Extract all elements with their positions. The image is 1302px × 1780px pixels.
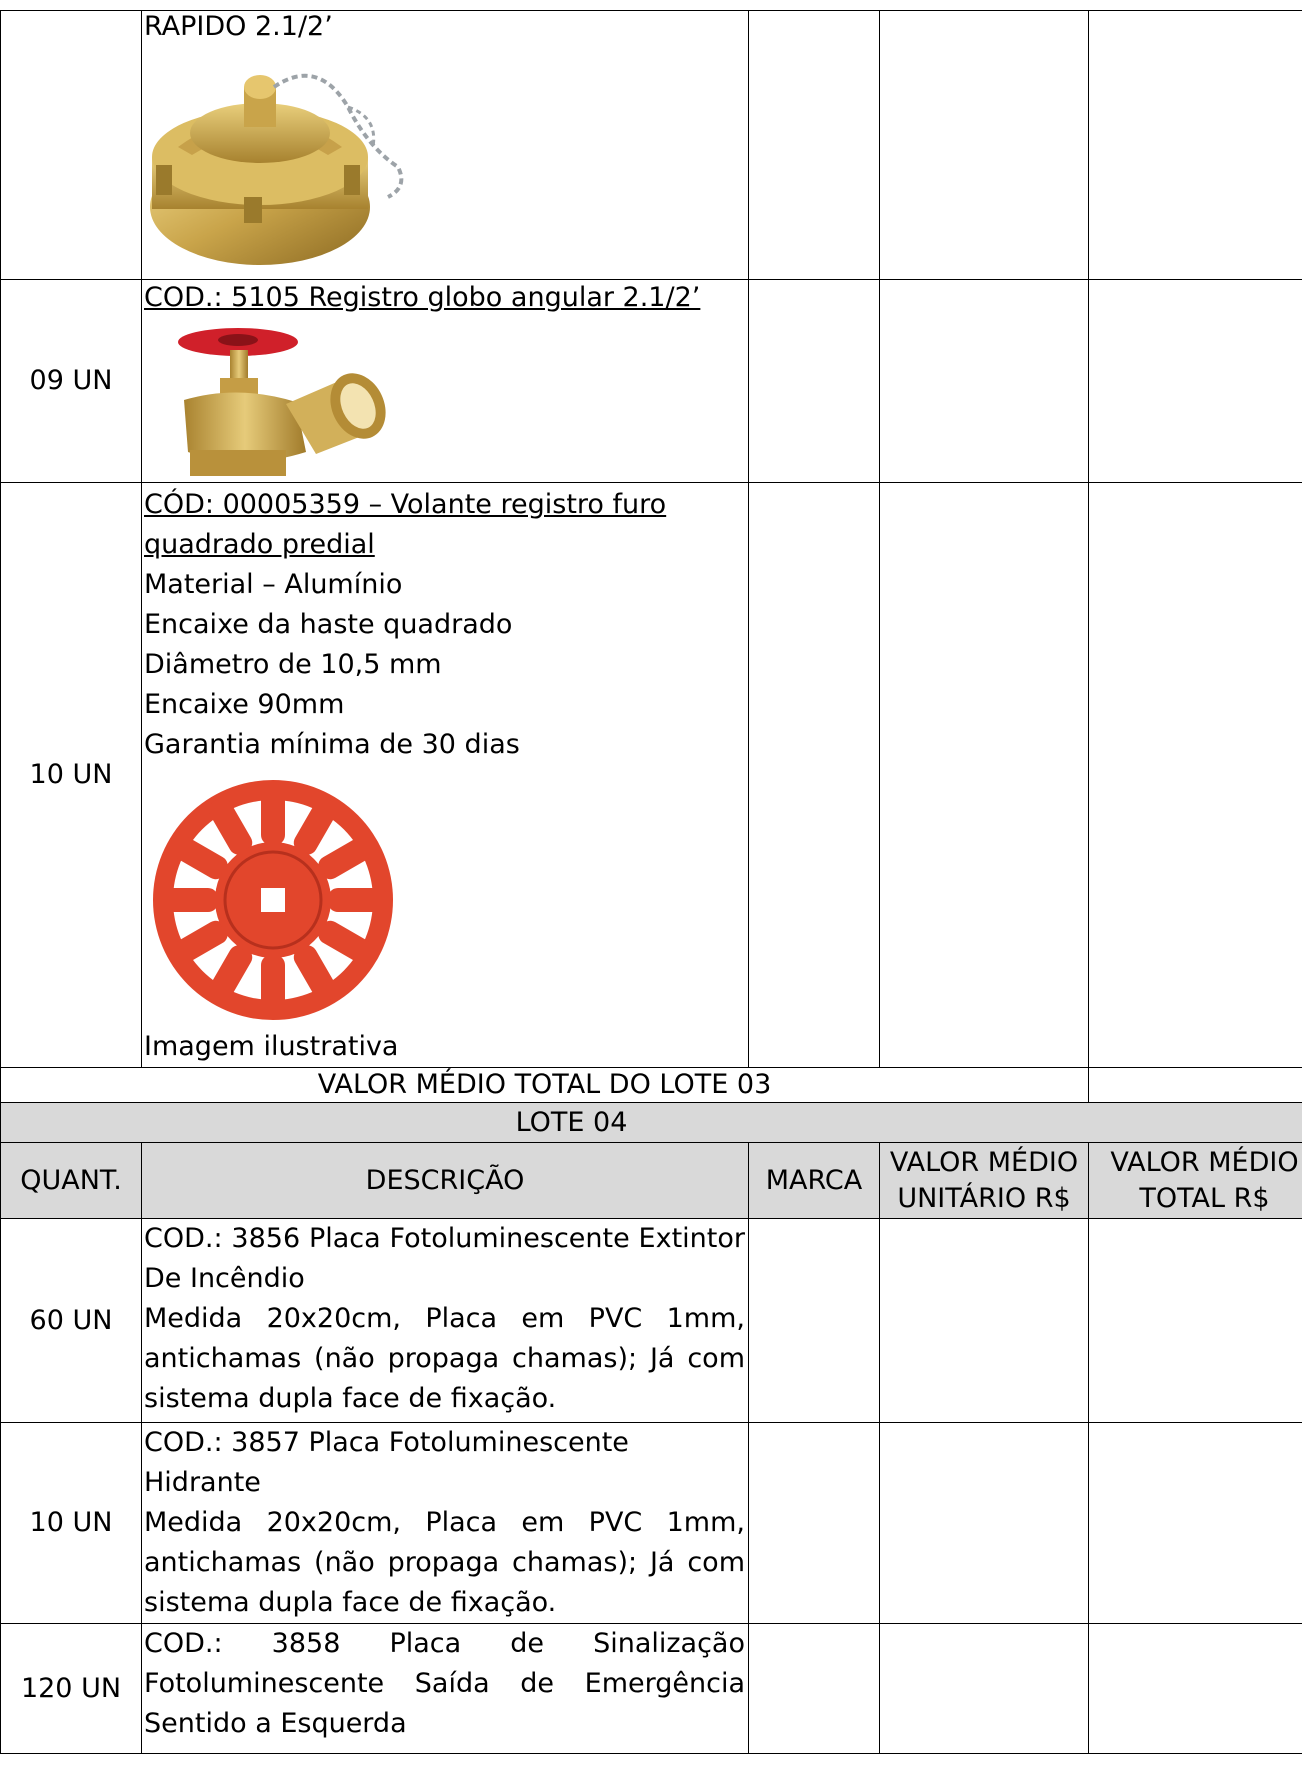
item-title: COD.: 3858 Placa de Sinalização xyxy=(144,1628,745,1659)
col-header-quant: QUANT. xyxy=(1,1143,142,1219)
total-price-cell xyxy=(1089,1423,1302,1624)
total-price-cell xyxy=(1089,11,1302,280)
table-row xyxy=(1,280,1302,483)
lote-title: LOTE 04 xyxy=(1,1103,1302,1143)
col-header-unit-price xyxy=(880,1143,1089,1219)
table-row xyxy=(1,1624,1302,1754)
total-price-cell xyxy=(1089,1624,1302,1754)
total-price-cell xyxy=(1089,280,1302,483)
unit-price-cell xyxy=(880,11,1089,280)
item-title: Sentido a Esquerda xyxy=(144,1708,407,1739)
globe-valve-image xyxy=(176,322,416,482)
brand-cell xyxy=(749,483,880,1068)
item-title: Fotoluminescente Saída de Emergência xyxy=(144,1668,745,1699)
spec-line: Material – Alumínio xyxy=(144,569,403,600)
brand-cell xyxy=(749,1624,880,1754)
qty-cell: 120 UN xyxy=(1,1624,142,1754)
spec-line: Garantia mínima de 30 dias xyxy=(144,729,520,760)
brand-cell xyxy=(749,11,880,280)
description-cell xyxy=(142,483,749,1068)
unit-price-cell xyxy=(880,483,1089,1068)
item-desc: sistema dupla face de fixação. xyxy=(144,1587,557,1618)
item-title: De Incêndio xyxy=(144,1263,305,1294)
col-header-descricao: DESCRIÇÃO xyxy=(142,1143,749,1219)
col-header-unit-line1: VALOR MÉDIO xyxy=(889,1146,1079,1178)
item-desc: Medida 20x20cm, Placa em PVC 1mm, xyxy=(144,1303,745,1334)
lote-total-label: VALOR MÉDIO TOTAL DO LOTE 03 xyxy=(1,1068,1089,1103)
qty-cell: 09 UN xyxy=(1,280,142,483)
description-cell xyxy=(142,1624,749,1754)
brand-cell xyxy=(749,280,880,483)
item-title: COD.: 3857 Placa Fotoluminescente Hidrante xyxy=(144,1427,629,1498)
brass-cap-image xyxy=(148,47,423,267)
total-price-cell xyxy=(1089,483,1302,1068)
lote-header-row xyxy=(1,1103,1302,1143)
unit-price-cell xyxy=(880,1624,1089,1754)
item-desc: Medida 20x20cm, Placa em PVC 1mm, xyxy=(144,1507,745,1538)
unit-price-cell xyxy=(880,1219,1089,1423)
table-row xyxy=(1,1219,1302,1423)
description-cell xyxy=(142,1219,749,1423)
brand-cell xyxy=(749,1423,880,1624)
item-title: COD.: 5105 Registro globo angular 2.1/2’ xyxy=(144,282,701,313)
item-desc: antichamas (não propaga chamas); Já com xyxy=(144,1343,745,1374)
spec-line: Encaixe da haste quadrado xyxy=(144,609,513,640)
col-header-marca: MARCA xyxy=(749,1143,880,1219)
item-title: quadrado predial xyxy=(144,529,375,560)
col-header-total-line1: VALOR MÉDIO xyxy=(1110,1146,1299,1178)
col-header-total-line2: TOTAL R$ xyxy=(1139,1182,1270,1214)
qty-cell: 10 UN xyxy=(1,1423,142,1624)
item-desc: sistema dupla face de fixação. xyxy=(144,1383,557,1414)
table-row xyxy=(1,483,1302,1068)
price-table xyxy=(0,10,1302,1754)
lote-total-value xyxy=(1089,1068,1302,1103)
col-header-total-price xyxy=(1089,1143,1302,1219)
lote-total-row xyxy=(1,1068,1302,1103)
brand-cell xyxy=(749,1219,880,1423)
description-cell xyxy=(142,280,749,483)
qty-cell: 60 UN xyxy=(1,1219,142,1423)
spec-line: Encaixe 90mm xyxy=(144,689,345,720)
col-header-unit-line2: UNITÁRIO R$ xyxy=(897,1182,1071,1214)
item-desc: antichamas (não propaga chamas); Já com xyxy=(144,1547,745,1578)
total-price-cell xyxy=(1089,1219,1302,1423)
table-row xyxy=(1,1423,1302,1624)
item-title: CÓD: 00005359 – Volante registro furo xyxy=(144,489,667,520)
spec-line: Diâmetro de 10,5 mm xyxy=(144,649,442,680)
qty-cell xyxy=(1,11,142,280)
unit-price-cell xyxy=(880,280,1089,483)
item-title: RAPIDO 2.1/2’ xyxy=(144,11,333,42)
column-header-row xyxy=(1,1143,1302,1219)
image-caption: Imagem ilustrativa xyxy=(144,1031,399,1062)
table-row xyxy=(1,11,1302,280)
qty-cell: 10 UN xyxy=(1,483,142,1068)
handwheel-image xyxy=(148,775,398,1025)
description-cell xyxy=(142,11,749,280)
unit-price-cell xyxy=(880,1423,1089,1624)
item-title: COD.: 3856 Placa Fotoluminescente Extintor xyxy=(144,1223,745,1254)
description-cell xyxy=(142,1423,749,1624)
